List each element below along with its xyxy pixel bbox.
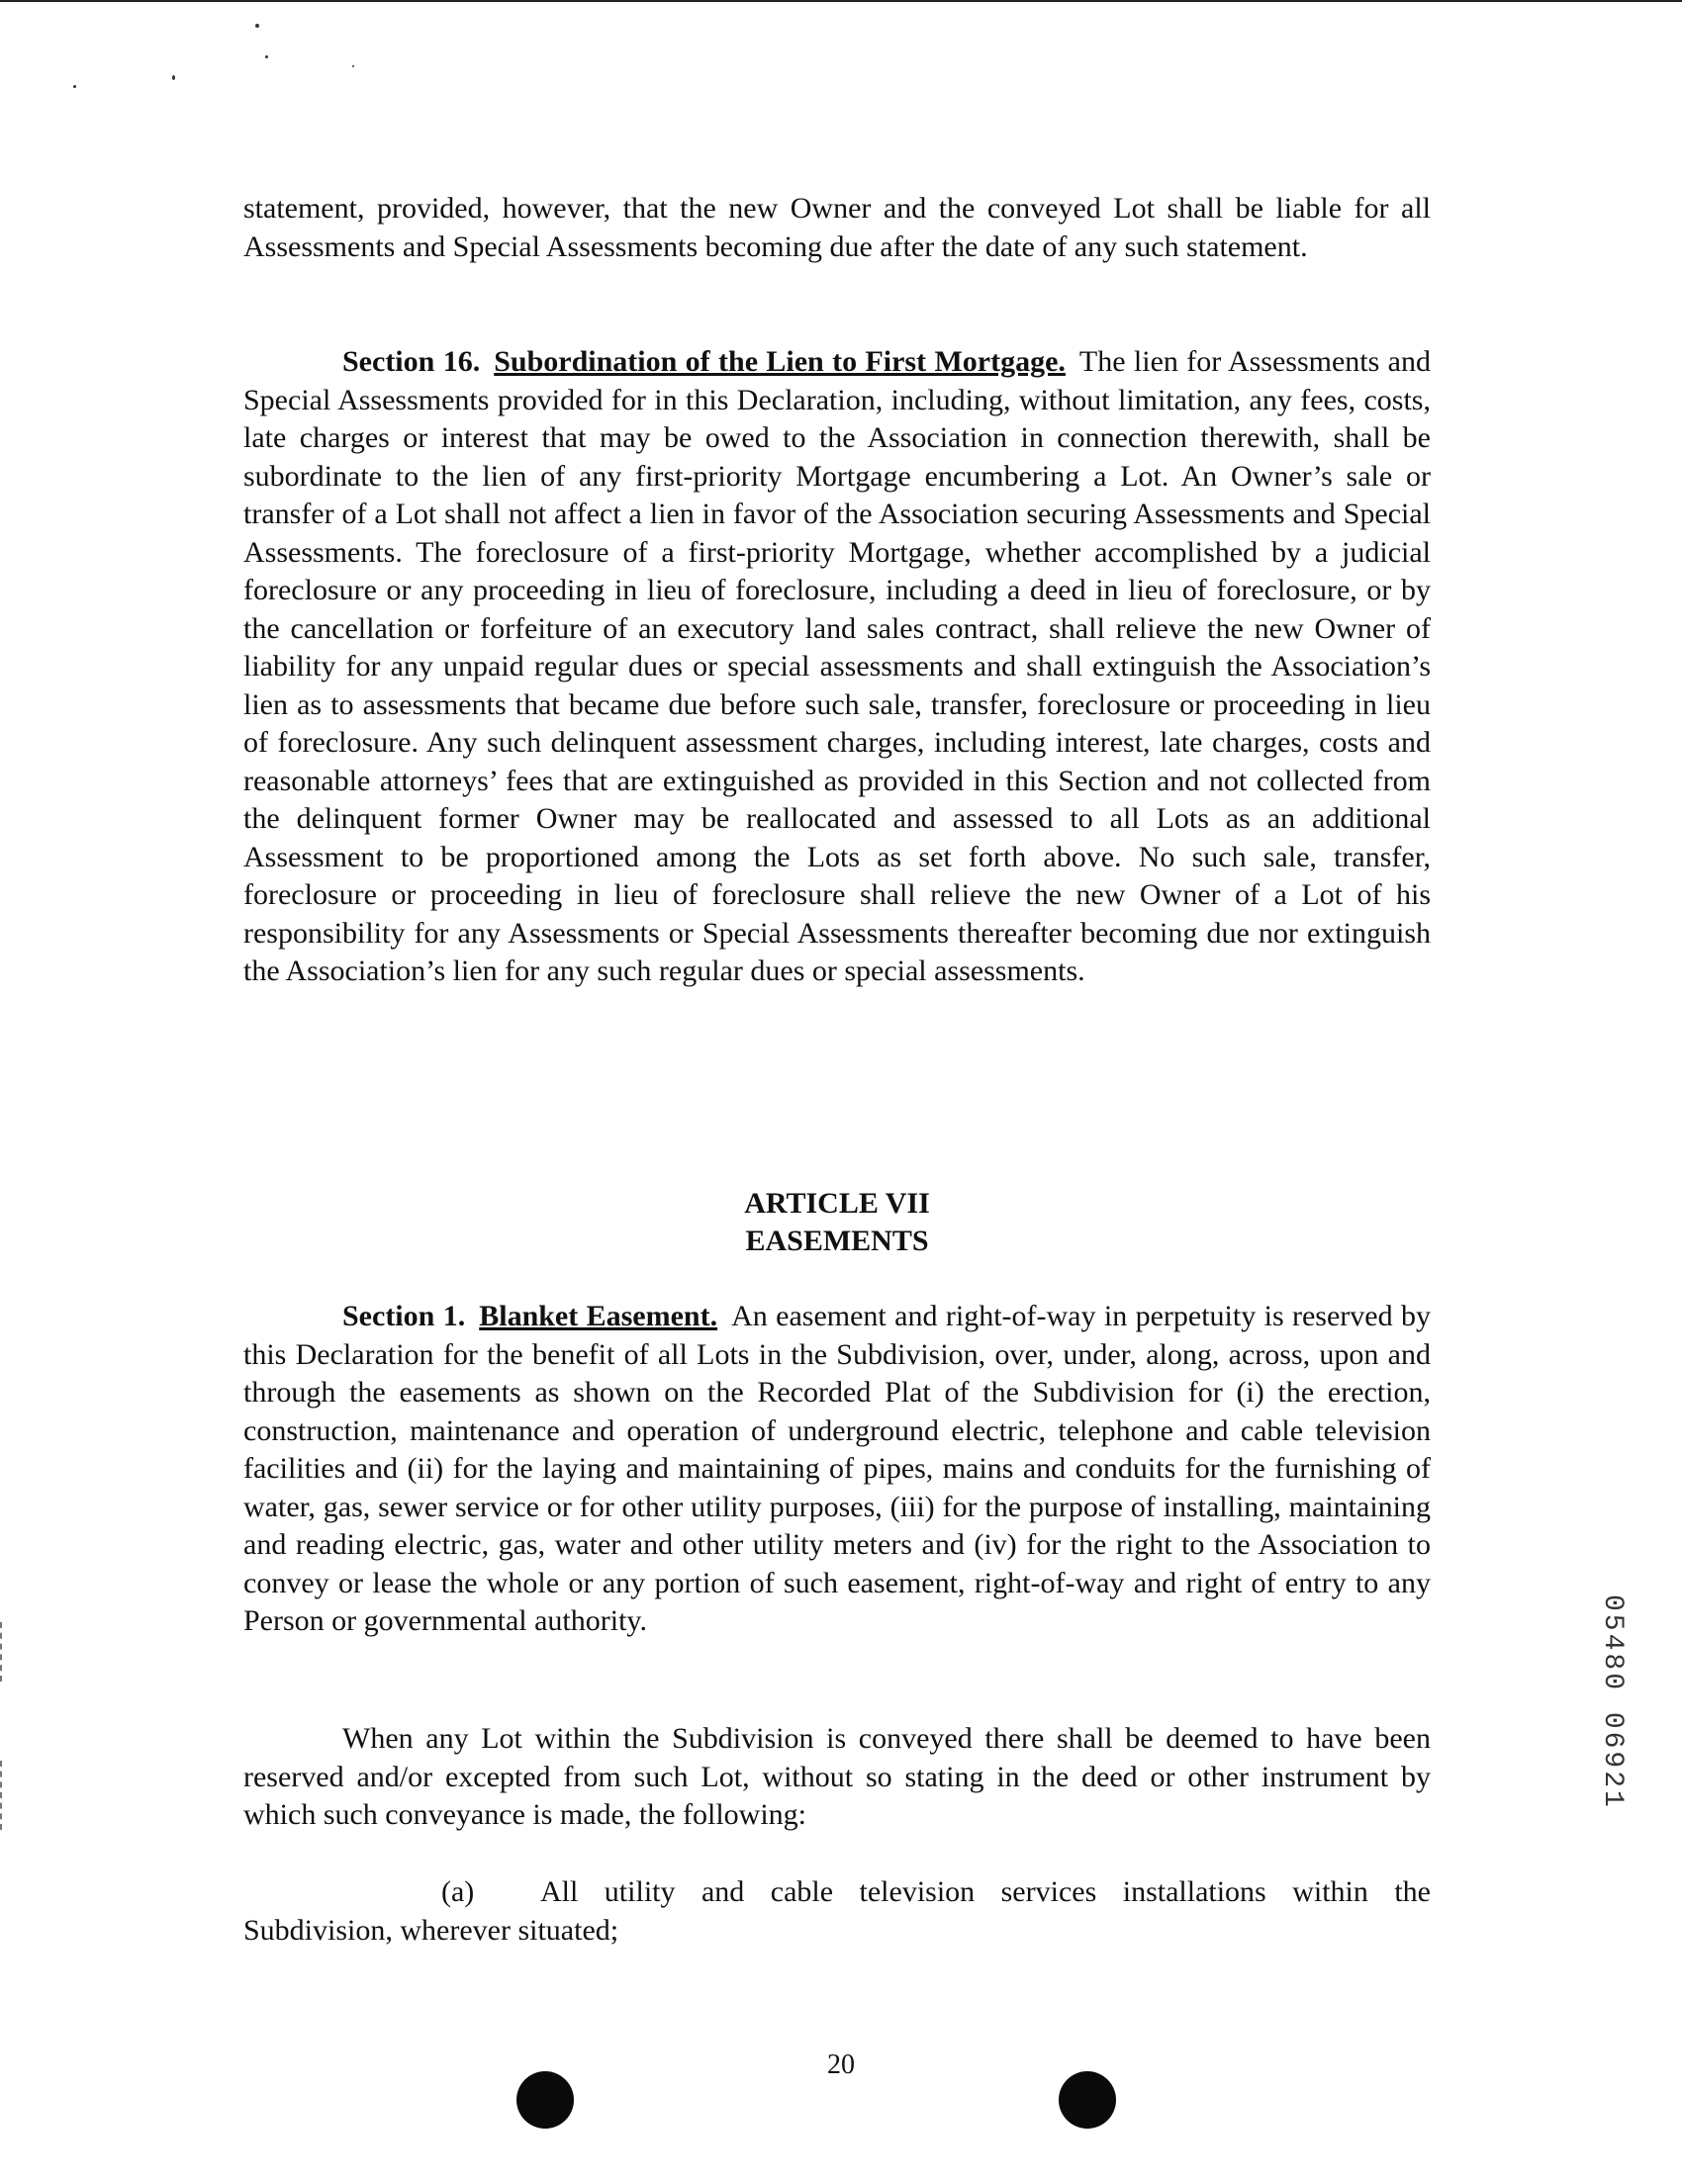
section-16-text: The lien for Assessments and Special Assessments provided for in this Declaration, including, without limitation, any fees, costs, late charges or interest that may be owed to the Association in connection therewith, shall be subordinate to the lien of any first-priority Mortgage encumbering a Lot. An Owner’s sale or transfer of a Lot shall not affect a lien in favor of the Association securing Assessments and Special Assessments. The foreclosure of a first-priority Mortgage, whether accomplished by a judicial foreclosure or any proceeding in lieu of foreclosure, including a deed in lieu of foreclosure, or by the cancellation or forfeiture of an executory land sales contract, shall relieve the new Owner of liability for any unpaid regular dues or special assessments and shall extinguish the Association’s lien as to assessments that became due before such sale, transfer, foreclosure or proceeding in lieu of foreclosure. Any such delinquent assessment charges, including interest, late charges, costs and reasonable attorneys’ fees that are extinguished as provided in this Section and not collected from the delinquent former Owner may be reallocated and assessed to all Lots as an additional Assessment to be proportioned among the Lots as set forth above. No such sale, transfer, foreclosure or proceeding in lieu of foreclosure shall relieve the new Owner of a Lot of his responsibility for any Assessments or Special Assessments thereafter becoming due nor extinguish the Association’s lien for any such regular dues or special assessments.	[243, 345, 1431, 987]
binding-hole-right	[1059, 2071, 1116, 2129]
section-1-label: Section 1.	[342, 1300, 466, 1332]
scan-speck	[352, 65, 354, 67]
page-number: 20	[827, 2049, 855, 2080]
article-title: EASEMENTS	[745, 1225, 929, 1257]
section-16-title: Subordination of the Lien to First Mortgage.	[494, 345, 1066, 378]
item-a-marker: (a)	[441, 1875, 475, 1908]
conveyance-paragraph: When any Lot within the Subdivision is conveyed there shall be deemed to have been reserved and/or excepted from such Lot, without so stating in the deed or other instrument by which such conveyance is made, the following:	[243, 1722, 1431, 1831]
section-1-text: An easement and right-of-way in perpetuity is reserved by this Declaration for the benefit of all Lots in the Subdivision, over, under, along, across, upon and through the easements as shown on the Recorded Plat of the Subdivision for (i) the erection, construction, maintenance and operation of underground electric, telephone and cable television facilities and (ii) for the laying and maintaining of pipes, mains and conduits for the furnishing of water, gas, sewer service or for other utility purposes, (iii) for the purpose of installing, maintaining and reading electric, gas, water and other utility meters and (iv) for the right to the Association to convey or lease the whole or any portion of such easement, right-of-way and right of entry to any Person or governmental authority.	[243, 1300, 1431, 1637]
scan-speck	[172, 75, 175, 80]
section-16-label: Section 16.	[342, 345, 481, 378]
section-1-paragraph	[243, 1298, 1431, 1641]
scan-edge-mark	[0, 1622, 10, 1682]
recording-stamp: 05480 06921	[1597, 1594, 1628, 1810]
scan-speck	[265, 55, 268, 58]
item-a-paragraph	[243, 1873, 1431, 1950]
item-a-text: All utility and cable television services installations within the Subdivision, wherever situated;	[243, 1875, 1431, 1947]
section-16-paragraph	[243, 343, 1431, 991]
scan-speck	[255, 24, 259, 28]
section-1-title: Blanket Easement.	[479, 1300, 718, 1332]
continuation-paragraph: statement, provided, however, that the new Owner and the conveyed Lot shall be liable for all Assessments and Special Assessments becoming due after the date of any such statement.	[243, 192, 1431, 263]
binding-hole-left	[516, 2071, 574, 2129]
scan-edge-mark	[0, 1761, 10, 1830]
top-scan-edge	[0, 0, 1682, 2]
scan-speck	[73, 85, 76, 88]
article-number: ARTICLE VII	[744, 1187, 930, 1220]
